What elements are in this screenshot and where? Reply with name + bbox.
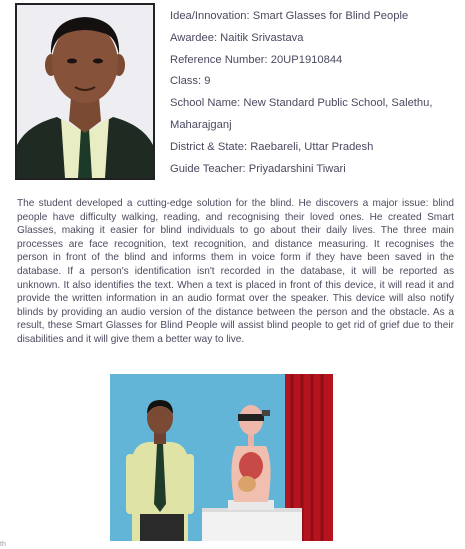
reference-row	[170, 50, 460, 72]
student-with-model-photo	[110, 374, 333, 541]
reference-label: Reference Number:	[170, 53, 268, 66]
class-value: 9	[204, 75, 211, 88]
idea-value: Smart Glasses for Blind People	[252, 10, 409, 22]
district-value: Raebareli, Uttar Pradesh	[250, 140, 374, 153]
school-value-line2: Maharajganj	[170, 118, 232, 131]
idea-row	[170, 6, 460, 28]
awardee-details	[170, 6, 460, 180]
school-row	[170, 93, 460, 115]
guide-value: Priyadarshini Tiwari	[248, 162, 346, 175]
idea-label: Idea/Innovation:	[170, 10, 250, 22]
district-row	[170, 137, 460, 159]
footer-fragment: th	[0, 541, 6, 548]
school-value-line1: New Standard Public School, Salethu,	[243, 97, 433, 110]
awardee-row	[170, 28, 460, 50]
awardee-label: Awardee:	[170, 31, 218, 44]
reference-value: 20UP1910844	[270, 53, 343, 66]
description-paragraph: The student developed a cutting-edge solution for the blind. He discovers a major issue: blind people have difficulty walking, reading, and recognising their loved ones. He created Smart Glasses, making it easier for blind individuals to go about their daily lives. The three main processes are face recognition, text recognition, and distance measuring. It recognises the person in front of the blind and informs them in voice form if they have been saved in the database. If a person's identification isn't recorded in the database, it will be reported as unknown. It also identifies the text. When a text is placed in front of this device, it will read it and provide the written information in an audio format over the speaker. This device will also notify blinds by providing an audio version of the distance between the person and the obstacle. As a result, these Smart Glasses for Blind People will assist blind people to get rid of grief due to their disabilities and it will give them a better way to live.	[17, 198, 454, 345]
student-portrait-illustration	[17, 5, 153, 178]
guide-label: Guide Teacher:	[170, 162, 246, 175]
class-label: Class:	[170, 75, 202, 88]
guide-row	[170, 159, 460, 181]
school-label: School Name:	[170, 97, 241, 110]
class-row	[170, 71, 460, 93]
school-row-continued	[170, 115, 460, 137]
district-label: District & State:	[170, 140, 248, 153]
student-with-model-illustration	[110, 374, 333, 541]
awardee-value: Naitik Srivastava	[220, 31, 304, 44]
student-portrait	[15, 3, 155, 180]
